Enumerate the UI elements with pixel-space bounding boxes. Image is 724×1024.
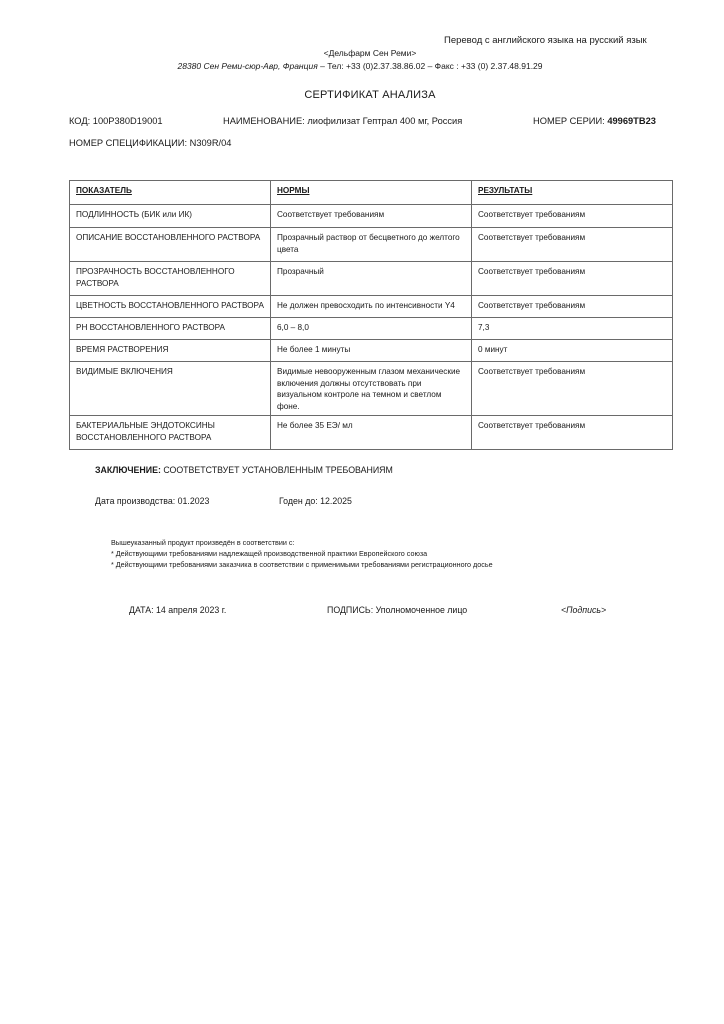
production-date: Дата производства: 01.2023 [95, 496, 210, 506]
cell-result: Соответствует требованиям [472, 362, 673, 416]
expiry-date: Годен до: 12.2025 [279, 496, 352, 506]
cell-norm: Не более 1 минуты [271, 340, 472, 362]
compliance-item: * Действующими требованиями заказчика в соответствии с применимыми требованиями регистрационного досье [111, 560, 493, 569]
cell-parameter: ВИДИМЫЕ ВКЛЮЧЕНИЯ [70, 362, 271, 416]
conclusion-label: ЗАКЛЮЧЕНИЕ: [95, 465, 161, 475]
cell-result: 7,3 [472, 318, 673, 340]
cell-parameter: ПОДЛИННОСТЬ (БИК или ИК) [70, 205, 271, 228]
table-row [70, 340, 673, 362]
table-row [70, 416, 673, 450]
product-name: НАИМЕНОВАНИЕ: лиофилизат Гептрал 400 мг, Россия [223, 116, 463, 126]
cell-result: Соответствует требованиям [472, 416, 673, 450]
table-row [70, 205, 673, 228]
header-parameter: ПОКАЗАТЕЛЬ [70, 181, 271, 205]
cell-parameter: ЦВЕТНОСТЬ ВОССТАНОВЛЕННОГО РАСТВОРА [70, 296, 271, 318]
cell-result: Соответствует требованиям [472, 205, 673, 228]
cell-norm: Прозрачный раствор от бесцветного до желтого цвета [271, 228, 472, 262]
header-norms: НОРМЫ [271, 181, 472, 205]
cell-parameter: ПРОЗРАЧНОСТЬ ВОССТАНОВЛЕННОГО РАСТВОРА [70, 262, 271, 296]
specification-number: НОМЕР СПЕЦИФИКАЦИИ: N309R/04 [69, 138, 232, 148]
signature-label: ПОДПИСЬ: Уполномоченное лицо [327, 605, 468, 615]
table-row [70, 318, 673, 340]
compliance-intro: Вышеуказанный продукт произведён в соответствии с: [111, 538, 295, 547]
cell-result: 0 минут [472, 340, 673, 362]
table-row [70, 362, 673, 416]
batch-label: НОМЕР СЕРИИ: [533, 116, 608, 126]
cell-norm: Прозрачный [271, 262, 472, 296]
conclusion [95, 465, 393, 475]
cell-parameter: ОПИСАНИЕ ВОССТАНОВЛЕННОГО РАСТВОРА [70, 228, 271, 262]
signature-placeholder: <Подпись> [561, 605, 607, 615]
signature-date: ДАТА: 14 апреля 2023 г. [129, 605, 227, 615]
cell-norm: Видимые невооруженным глазом механические включения должны отсутствовать при визуальном контроле на темном и светлом фоне. [271, 362, 472, 416]
cell-result: Соответствует требованиям [472, 262, 673, 296]
document-title: СЕРТИФИКАТ АНАЛИЗА [304, 89, 436, 101]
header-results: РЕЗУЛЬТАТЫ [472, 181, 673, 205]
results-table [69, 180, 673, 450]
cell-parameter: ВРЕМЯ РАСТВОРЕНИЯ [70, 340, 271, 362]
conclusion-text: СООТВЕТСТВУЕТ УСТАНОВЛЕННЫМ ТРЕБОВАНИЯМ [160, 465, 393, 475]
cell-norm: Не более 35 ЕЭ/ мл [271, 416, 472, 450]
batch-value: 49969TB23 [607, 116, 656, 126]
cell-result: Соответствует требованиям [472, 228, 673, 262]
company-address-line [0, 61, 720, 71]
cell-norm: Не должен превосходить по интенсивности Y4 [271, 296, 472, 318]
table-row [70, 296, 673, 318]
company-name: <Дельфарм Сен Реми> [323, 48, 417, 58]
compliance-item: * Действующими требованиями надлежащей производственной практики Европейского союза [111, 549, 428, 558]
cell-parameter: БАКТЕРИАЛЬНЫЕ ЭНДОТОКСИНЫ ВОССТАНОВЛЕННОГО РАСТВОРА [70, 416, 271, 450]
table-row [70, 262, 673, 296]
translation-note: Перевод с английского языка на русский язык [444, 35, 647, 46]
company-address: 28380 Сен Реми-сюр-Авр, Франция [177, 61, 318, 71]
batch-number [533, 116, 656, 126]
cell-parameter: PH ВОССТАНОВЛЕННОГО РАСТВОРА [70, 318, 271, 340]
table-row [70, 228, 673, 262]
product-code: КОД: 100P380D19001 [69, 116, 163, 126]
company-contacts: – Тел: +33 (0)2.37.38.86.02 – Факс : +33 (0) 2.37.48.91.29 [317, 61, 543, 71]
cell-norm: Соответствует требованиям [271, 205, 472, 228]
cell-result: Соответствует требованиям [472, 296, 673, 318]
table-header-row [70, 181, 673, 205]
cell-norm: 6,0 – 8,0 [271, 318, 472, 340]
